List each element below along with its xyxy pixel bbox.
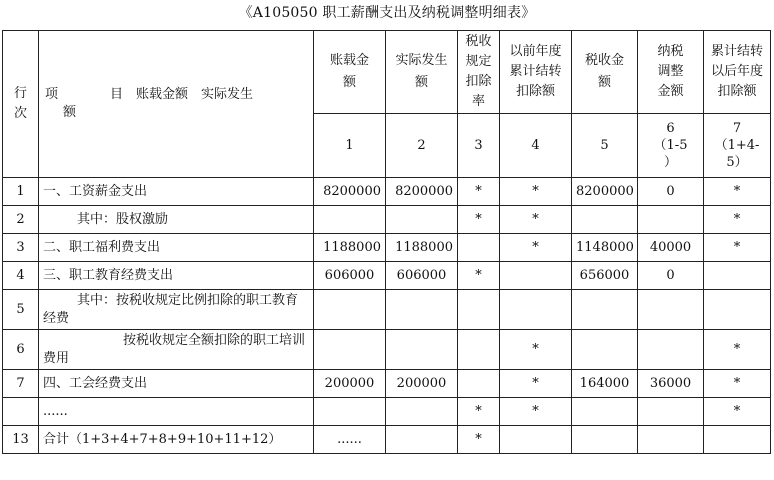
cell-book-amount xyxy=(314,290,386,330)
cell-deduction-rate xyxy=(458,370,500,398)
col-header-5 xyxy=(572,31,638,114)
cell-carry-next: * xyxy=(704,370,771,398)
cell-tax-amount: 1148000 xyxy=(572,234,638,262)
row-item-text: 按税收规定全额扣除的职工培训费用 xyxy=(43,332,306,366)
col-header-6-label: 纳税调整金额 xyxy=(657,44,684,99)
cell-carried-forward xyxy=(500,262,572,290)
col-header-6 xyxy=(638,31,704,114)
table-title: 《A105050 职工薪酬支出及纳税调整明细表》 xyxy=(238,5,536,21)
row-item xyxy=(39,330,314,370)
row-item: 三、职工教育经费支出 xyxy=(39,262,314,290)
row-item xyxy=(39,290,314,330)
header-row-labels xyxy=(3,31,771,114)
row-number: 7 xyxy=(3,370,39,398)
table-row xyxy=(3,398,771,426)
cell-deduction-rate xyxy=(458,330,500,370)
col-header-5-label: 税收金额 xyxy=(584,53,624,90)
row-item: 一、工资薪金支出 xyxy=(39,178,314,206)
cell-deduction-rate xyxy=(458,234,500,262)
row-item: 其中：股权激励 xyxy=(39,206,314,234)
row-item: 四、工会经费支出 xyxy=(39,370,314,398)
cell-tax-amount xyxy=(572,206,638,234)
table-row xyxy=(3,330,771,370)
col-number-5: 5 xyxy=(572,114,638,178)
cell-tax-amount xyxy=(572,290,638,330)
cell-carry-next: * xyxy=(704,398,771,426)
cell-tax-amount xyxy=(572,426,638,454)
salary-tax-adjustment-table xyxy=(2,30,771,454)
col-header-1 xyxy=(314,31,386,114)
item-header xyxy=(39,31,314,178)
cell-book-amount: 8200000 xyxy=(314,178,386,206)
cell-carry-next: * xyxy=(704,178,771,206)
cell-deduction-rate: * xyxy=(458,398,500,426)
table-row xyxy=(3,178,771,206)
table-row xyxy=(3,234,771,262)
cell-adjustment xyxy=(638,398,704,426)
row-item-text: 其中：按税收规定比例扣除的职工教育经费 xyxy=(43,292,299,326)
row-item: 二、职工福利费支出 xyxy=(39,234,314,262)
item-header-line1: 项 目 账载金额 实际发生 xyxy=(45,87,254,102)
row-item: 合计（1+3+4+7+8+9+10+11+12） xyxy=(39,426,314,454)
row-number: 1 xyxy=(3,178,39,206)
cell-adjustment xyxy=(638,330,704,370)
cell-tax-amount: 656000 xyxy=(572,262,638,290)
col-number-7: 7 （1+4- 5） xyxy=(704,114,771,178)
col-number-4: 4 xyxy=(500,114,572,178)
cell-book-amount xyxy=(314,206,386,234)
cell-tax-amount: 8200000 xyxy=(572,178,638,206)
cell-adjustment xyxy=(638,206,704,234)
row-item: ...... xyxy=(39,398,314,426)
col-number-3: 3 xyxy=(458,114,500,178)
table-row xyxy=(3,370,771,398)
cell-carry-next xyxy=(704,262,771,290)
row-number xyxy=(3,398,39,426)
cell-adjustment: 0 xyxy=(638,262,704,290)
cell-carried-forward: * xyxy=(500,330,572,370)
table-row xyxy=(3,262,771,290)
cell-actual-amount: 1188000 xyxy=(386,234,458,262)
cell-tax-amount xyxy=(572,330,638,370)
col-header-3 xyxy=(458,31,500,114)
item-header-line2: 额 xyxy=(63,105,77,120)
cell-carried-forward: * xyxy=(500,206,572,234)
col-number-6: 6 （1-5 ） xyxy=(638,114,704,178)
cell-tax-amount: 164000 xyxy=(572,370,638,398)
cell-carried-forward: * xyxy=(500,234,572,262)
cell-adjustment xyxy=(638,426,704,454)
table-row xyxy=(3,426,771,454)
col-number-1: 1 xyxy=(314,114,386,178)
cell-book-amount xyxy=(314,398,386,426)
col-number-2: 2 xyxy=(386,114,458,178)
row-number: 2 xyxy=(3,206,39,234)
cell-book-amount: ...... xyxy=(314,426,386,454)
col-header-7 xyxy=(704,31,771,114)
cell-book-amount xyxy=(314,330,386,370)
table-row xyxy=(3,290,771,330)
cell-actual-amount xyxy=(386,206,458,234)
cell-book-amount: 200000 xyxy=(314,370,386,398)
cell-carried-forward xyxy=(500,426,572,454)
cell-deduction-rate: * xyxy=(458,178,500,206)
cell-adjustment: 36000 xyxy=(638,370,704,398)
table-row xyxy=(3,206,771,234)
col-header-2-label: 实际发生额 xyxy=(395,53,448,90)
cell-actual-amount xyxy=(386,426,458,454)
col-header-3-label: 税收规定扣除率 xyxy=(465,34,492,109)
cell-adjustment: 0 xyxy=(638,178,704,206)
row-number: 4 xyxy=(3,262,39,290)
row-number: 13 xyxy=(3,426,39,454)
row-number: 3 xyxy=(3,234,39,262)
col-header-4-label: 以前年度累计结转扣除额 xyxy=(509,44,562,99)
col-header-2 xyxy=(386,31,458,114)
col-header-1-label: 账载金额 xyxy=(329,53,369,90)
cell-carried-forward: * xyxy=(500,178,572,206)
cell-book-amount: 606000 xyxy=(314,262,386,290)
row-number: 5 xyxy=(3,290,39,330)
cell-carry-next: * xyxy=(704,330,771,370)
row-number: 6 xyxy=(3,330,39,370)
cell-carried-forward: * xyxy=(500,398,572,426)
row-number-header xyxy=(3,31,39,178)
cell-actual-amount: 200000 xyxy=(386,370,458,398)
cell-deduction-rate xyxy=(458,290,500,330)
cell-carried-forward xyxy=(500,290,572,330)
cell-carry-next: * xyxy=(704,206,771,234)
cell-adjustment: 40000 xyxy=(638,234,704,262)
cell-carry-next xyxy=(704,290,771,330)
cell-book-amount: 1188000 xyxy=(314,234,386,262)
col-header-7-label: 累计结转以后年度扣除额 xyxy=(710,44,763,99)
cell-deduction-rate: * xyxy=(458,426,500,454)
cell-actual-amount xyxy=(386,398,458,426)
cell-carry-next xyxy=(704,426,771,454)
cell-adjustment xyxy=(638,290,704,330)
cell-tax-amount xyxy=(572,398,638,426)
cell-carried-forward: * xyxy=(500,370,572,398)
cell-actual-amount: 606000 xyxy=(386,262,458,290)
cell-actual-amount: 8200000 xyxy=(386,178,458,206)
col-header-4 xyxy=(500,31,572,114)
row-number-header-label: 行次 xyxy=(13,86,27,121)
cell-deduction-rate: * xyxy=(458,262,500,290)
cell-deduction-rate: * xyxy=(458,206,500,234)
cell-actual-amount xyxy=(386,330,458,370)
cell-carry-next: * xyxy=(704,234,771,262)
cell-actual-amount xyxy=(386,290,458,330)
